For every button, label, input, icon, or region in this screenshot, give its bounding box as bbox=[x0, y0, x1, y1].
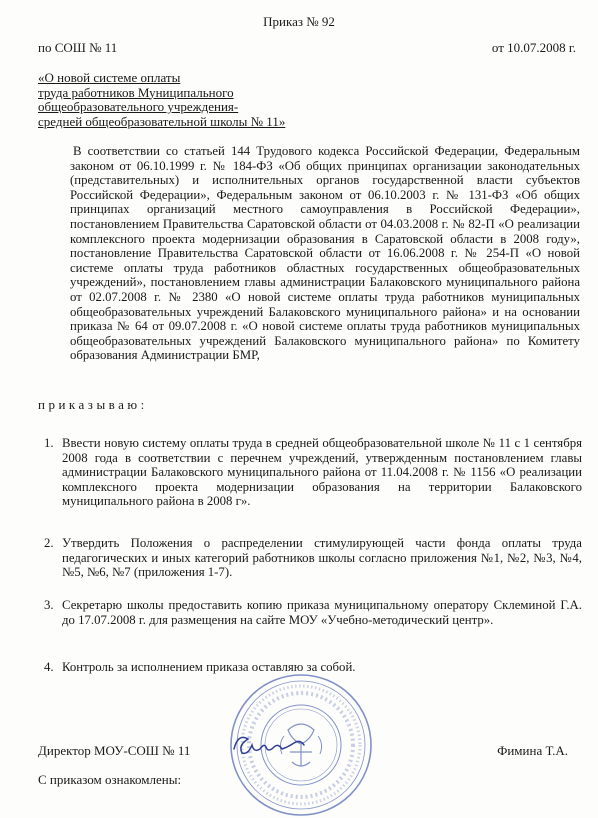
preamble-paragraph: В соответствии со статьей 144 Трудового кодекса Российской Федерации, Федеральным законом от 06.10.1999 г. № 184-ФЗ «Об общих принципах организации законодательных (представительных) и исполнительных органов государственной власти субъектов Российской Федерации», Федеральным законом от 06.10.2003 г. № 131-ФЗ «Об общих принципах организаций местного самоуправления в Российской Федерации», постановлением Правительства Саратовской области от 04.03.2008 г. № 82-П «О реализации комплексного проекта модернизации образования в Саратовской области в 2008 году», постановление Правительства Саратовской области от 16.06.2008 г. № 254-П «О новой системе оплаты труда работников областных государственных общеобразовательных учреждений», постановлением главы администрации Балаковского муниципального района от 02.07.2008 г. № 2380 «О новой системе оплаты труда работников муниципальных общеобразовательных учреждений Балаковского муниципального района» и на основании приказа № 64 от 09.07.2008 г. «О новой системе оплаты труда работников муниципальных общеобразовательных учреждений Балаковского муниципального района» по Комитету образования Администрации БМР, bbox=[70, 144, 580, 363]
subject-line: «О новой системе оплаты bbox=[38, 70, 181, 85]
item-text: Контроль за исполнением приказа оставляю за собой. bbox=[62, 660, 356, 674]
order-item bbox=[44, 598, 582, 627]
acquainted-label: С приказом ознакомлены: bbox=[38, 772, 182, 787]
item-number: 2. bbox=[44, 536, 54, 550]
item-number: 1. bbox=[44, 436, 54, 450]
organization: по СОШ № 11 bbox=[38, 40, 118, 55]
order-item bbox=[44, 536, 582, 580]
signature-icon bbox=[226, 725, 316, 765]
item-number: 3. bbox=[44, 598, 54, 612]
director-name: Фимина Т.А. bbox=[497, 743, 568, 758]
order-date: от 10.07.2008 г. bbox=[491, 40, 576, 55]
item-number: 4. bbox=[44, 660, 54, 674]
subject-line: труда работников Муниципального bbox=[38, 84, 234, 100]
subject-line: средней общеобразовательной школы № 11» bbox=[38, 113, 286, 129]
order-title: Приказ № 92 bbox=[263, 14, 335, 29]
subject-line: общеобразовательного учреждения- bbox=[38, 99, 239, 114]
order-heading: приказываю: bbox=[38, 397, 148, 412]
item-text: Секретарю школы предоставить копию приказа муниципальному оператору Склеминой Г.А. до 17.07.2008 г. для размещения на сайте МОУ «Учебно-методический центр». bbox=[62, 598, 582, 627]
item-text: Ввести новую систему оплаты труда в средней общеобразовательной школе № 11 с 1 сентября 2008 года в соответствии с перечнем учреждений, утвержденным постановлением главы администрации Балаковского муниципального района от 11.04.2008 г. № 1156 «О реализации комплексного проекта модернизации образования на территории Балаковского муниципального района в 2008 г». bbox=[62, 436, 582, 509]
item-text: Утвердить Положения о распределении стимулирующей части фонда оплаты труда педагогических и иных категорий работников школы согласно приложения №1, №2, №3, №4, №5, №6, №7 (приложения 1-7). bbox=[62, 536, 582, 580]
director-title: Директор МОУ-СОШ № 11 bbox=[38, 743, 191, 758]
order-item bbox=[44, 436, 582, 509]
order-subject bbox=[38, 71, 285, 129]
